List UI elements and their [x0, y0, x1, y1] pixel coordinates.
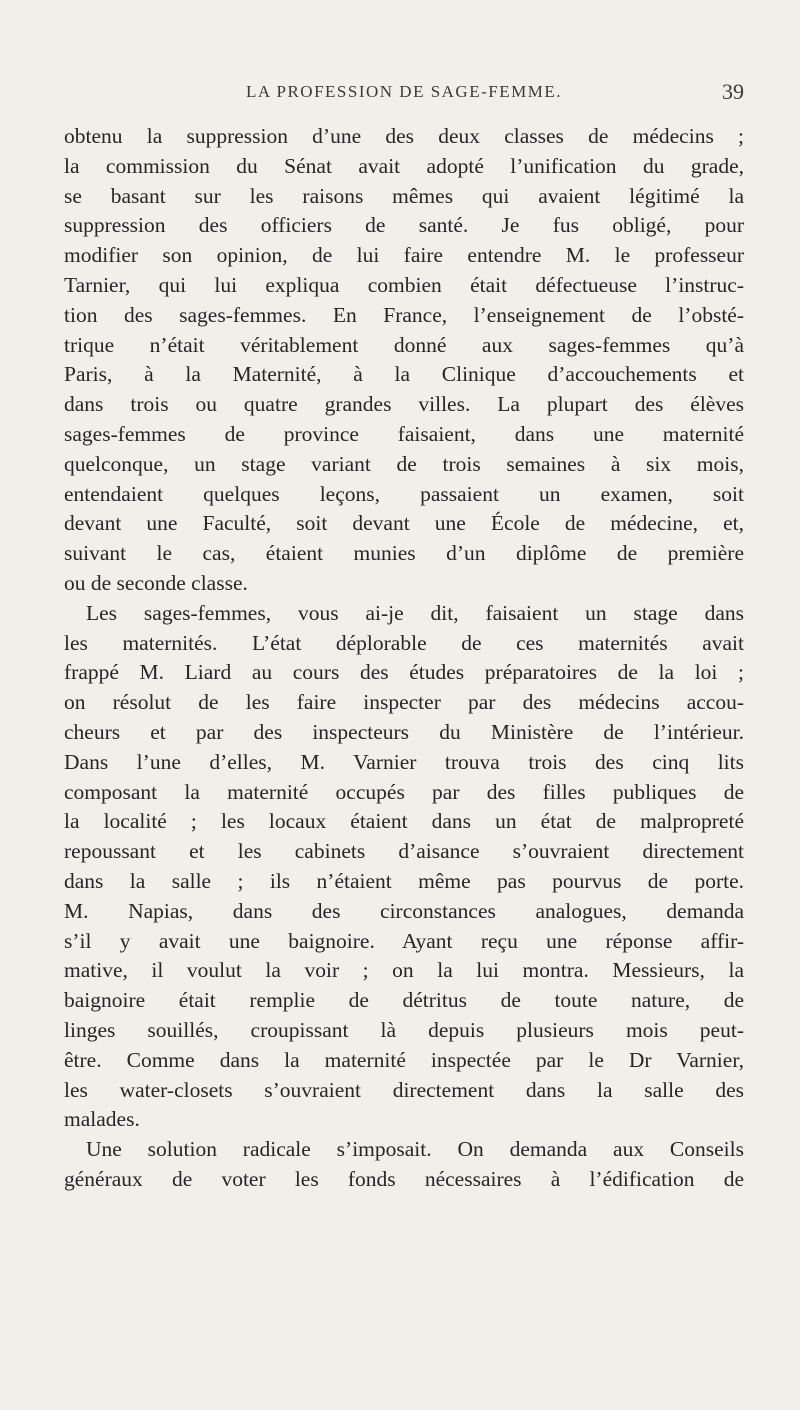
text-line: on résolut de les faire inspecter par des médecins accou- — [64, 690, 744, 715]
text-line: M. Napias, dans des circonstances analogues, demanda — [64, 898, 744, 923]
text-line: généraux de voter les fonds nécessaires à l’édification de — [64, 1166, 744, 1191]
text-line: malades. — [64, 1107, 140, 1132]
text-line: obtenu la suppression d’une des deux classes de médecins ; — [64, 124, 744, 148]
paragraph-1 — [64, 122, 744, 599]
text-line: entendaient quelques leçons, passaient un examen, soit — [64, 481, 744, 506]
text-line: trique n’était véritablement donné aux sages-femmes qu’à — [64, 332, 744, 357]
text-line: devant une Faculté, soit devant une École de médecine, et, — [64, 511, 744, 536]
text-line: Les sages-femmes, vous ai-je dit, faisaient un stage dans — [86, 600, 744, 625]
text-line: repoussant et les cabinets d’aisance s’ouvraient directement — [64, 839, 744, 864]
paragraph-3 — [64, 1135, 744, 1195]
text-line: composant la maternité occupés par des filles publiques de — [64, 779, 744, 804]
text-line: dans la salle ; ils n’étaient même pas pourvus de porte. — [64, 868, 744, 893]
text-line: frappé M. Liard au cours des études préparatoires de la loi ; — [64, 660, 744, 685]
paragraph-2 — [64, 599, 744, 1135]
text-line: dans trois ou quatre grandes villes. La plupart des élèves — [64, 392, 744, 417]
text-line: la localité ; les locaux étaient dans un état de malpropreté — [64, 809, 744, 834]
text-line: suivant le cas, étaient munies d’un diplôme de première — [64, 541, 744, 566]
text-line: baignoire était remplie de détritus de toute nature, de — [64, 988, 744, 1013]
text-line: se basant sur les raisons mêmes qui avaient légitimé la — [64, 183, 744, 208]
text-line: Dans l’une d’elles, M. Varnier trouva trois des cinq lits — [64, 749, 744, 774]
text-line: être. Comme dans la maternité inspectée par le Dr Varnier, — [64, 1047, 744, 1072]
text-line: Paris, à la Maternité, à la Clinique d’accouchements et — [64, 362, 744, 387]
text-line: s’il y avait une baignoire. Ayant reçu une réponse affir- — [64, 928, 744, 953]
text-line: suppression des officiers de santé. Je fus obligé, pour — [64, 213, 744, 238]
body-text — [64, 122, 744, 1195]
text-line: ou de seconde classe. — [64, 570, 248, 595]
text-line: mative, il voulut la voir ; on la lui montra. Messieurs, la — [64, 958, 744, 983]
text-line: Une solution radicale s’imposait. On demanda aux Conseils — [86, 1137, 744, 1162]
text-line: cheurs et par des inspecteurs du Ministère de l’intérieur. — [64, 719, 744, 744]
text-line: Tarnier, qui lui expliqua combien était défectueuse l’instruc- — [64, 272, 744, 297]
running-head: LA PROFESSION DE SAGE-FEMME. — [246, 82, 562, 101]
text-line: linges souillés, croupissant là depuis plusieurs mois peut- — [64, 1017, 744, 1042]
text-line: sages-femmes de province faisaient, dans une maternité — [64, 421, 744, 446]
text-line: les maternités. L’état déplorable de ces maternités avait — [64, 630, 744, 655]
text-line: quelconque, un stage variant de trois semaines à six mois, — [64, 451, 744, 476]
text-line: les water-closets s’ouvraient directement dans la salle des — [64, 1077, 744, 1102]
text-line: tion des sages-femmes. En France, l’enseignement de l’obsté- — [64, 302, 744, 327]
text-line: modifier son opinion, de lui faire entendre M. le professeur — [64, 243, 744, 268]
page-header — [64, 79, 744, 112]
page-number: 39 — [722, 79, 744, 104]
text-line: la commission du Sénat avait adopté l’unification du grade, — [64, 153, 744, 178]
